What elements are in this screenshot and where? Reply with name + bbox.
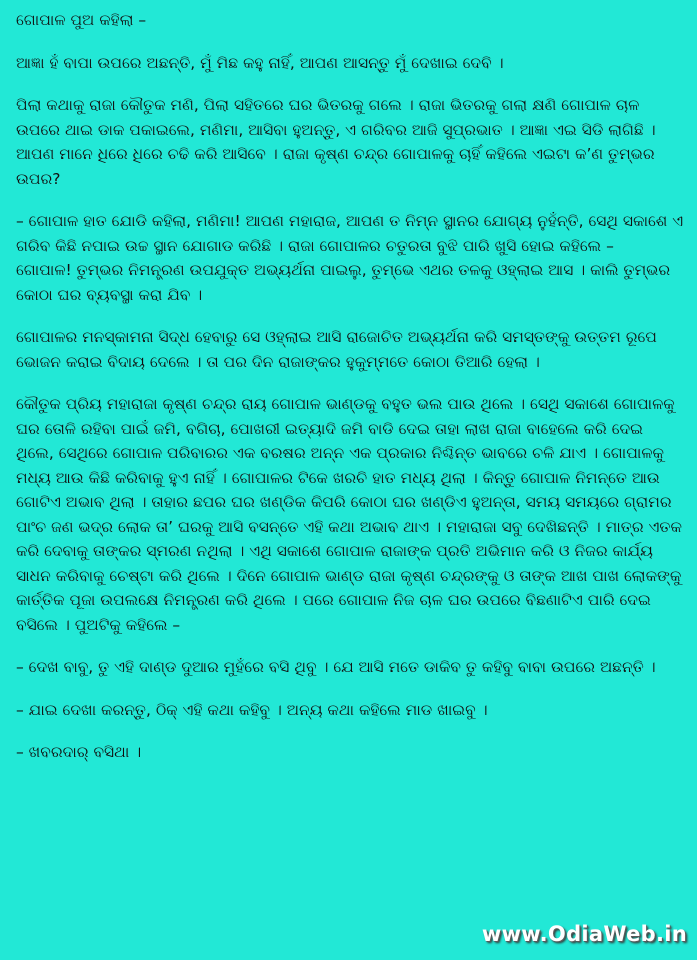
- paragraph-gap: [16, 75, 684, 93]
- paragraph-king-enters: ପିଲା କଥାକୁ ରାଜା କୌତୁକ ମଣି, ପିଲା ସହିତରେ ଘର ଭିତରକୁ ଗଲେ । ରାଜା ଭିତରକୁ ଗଲା କ୍ଷଣି ଗୋପାଳ ଚାଳ ଉପରେ ଥାଇ ଡାକ ପକାଇଲେ, ମଣିମା, ଆସିବା ହୁଅନ୍ତୁ, ଏ ଗରିବର ଆଜି ସୁପ୍ରଭାତ । ଆଜ୍ଞା ଏଇ ସିଡି ଲାଗିଛି । ଆପଣ ମାନେ ଧିରେ ଧିରେ ଚଢି କରି ଆସିବେ । ରାଜା କୃଷ୍ଣ ଚନ୍ଦ୍ର ଗୋପାଳକୁ ଚାହିଁ କହିଲେ ଏଇଟା କ’ଣ ତୁମ୍ଭର ଉପର?: [16, 96, 661, 188]
- paragraph-gap: [16, 722, 684, 740]
- site-watermark: www.OdiaWeb.in: [481, 922, 687, 946]
- paragraph-gap: [16, 191, 684, 209]
- paragraph-wish-fulfilled: ଗୋପାଳର ମନସ୍କାମନା ସିଦ୍ଧ ହେବାରୁ ସେ ଓହ୍ଲାଇ ଆସି ରାଜୋଚିତ ଅଭ୍ୟର୍ଥନା କରି ସମସ୍ତଙ୍କୁ ଉତ୍ତମ ରୂପେ ଭୋଜନ କରାଇ ବିଦାୟ ଦେଲେ । ତା ପର ଦିନ ରାଜାଙ୍କର ହୁକୁମ୍ମତେ କୋଠା ତିଆରି ହେଲା ।: [16, 328, 662, 371]
- paragraph-gap: [16, 637, 684, 655]
- paragraph-gap: [16, 680, 684, 698]
- paragraph-son-reply: ଆଜ୍ଞା ହଁ ବାପା ଉପରେ ଅଛନ୍ତି, ମୁଁ ମିଛ କହୁ ନାହିଁ, ଆପଣ ଆସନ୍ତୁ ମୁଁ ଦେଖାଇ ଦେବି ।: [16, 53, 504, 72]
- paragraph-instruction-three: – ଖବରଦାର୍ ବସିଥା ।: [16, 743, 142, 761]
- paragraph-story-background: କୌତୁକ ପ୍ରିୟ ମହାରାଜା କୃଷ୍ଣ ଚନ୍ଦ୍ର ରାୟ ଗୋପାଳ ଭାଣ୍ଡକୁ ବହୁତ ଭଲ ପାଉ ଥିଲେ । ସେଥି ସକାଶେ ଗୋପାଳକୁ ଘର ତୋଳି ରହିବା ପାଇଁ ଜମି, ବଗିଚା, ପୋଖରୀ ଇତ୍ୟାଦି ଜମି ବାଡି ଦେଇ ତାହା ଲାଖ ରାଜା ବାହେଲେ କରି ଦେଇ ଥିଲେ, ସେଥିରେ ଗୋପାଳ ପରିବାରର ଏକ ବରଷର ଅନ୍ନ ଏକ ପ୍ରକାର ନିଶ୍ଚିନ୍ତ ଭାବରେ ଚଳି ଯାଏ । ଗୋପାଳକୁ ମଧ୍ୟ ଆଉ କିଛି କରିବାକୁ ହୁଏ ନାହିଁ । ଗୋପାଳର ଟିକେ ଖରଚି ହାତ ମଧ୍ୟ ଥିଲା । କିନ୍ତୁ ଗୋପାଳ ନିମନ୍ତେ ଆଉ ଗୋଟିଏ ଅଭାବ ଥିଲା । ତାହାର ଛପର ଘର ଖଣ୍ଡିକ କିପରି କୋଠା ଘର ଖଣ୍ଡିଏ ହୁଅନ୍ତା, ସମୟ ସମୟରେ ଗ୍ରାମର ପାଂଚ ଜଣ ଭଦ୍ର ଲୋକ ତା’ ଘରକୁ ଆସି ବସନ୍ତେ ଏହି କଥା ଅଭାବ ଥାଏ । ମହାରାଜା ସବୁ ଦେଖିଛନ୍ତି । ମାତ୍ର ଏତକ କରି ଦେବାକୁ ତାଙ୍କର ସ୍ମରଣ ନଥିଲା । ଏଥି ସକାଶେ ଗୋପାଳ ରାଜାଙ୍କ ପ୍ରତି ଅଭିମାନ କରି ଓ ନିଜର କାର୍ଯ୍ୟ ସାଧନ କରିବାକୁ ଚେଷ୍ଟା କରି ଥିଲେ । ଦିନେ ଗୋପାଳ ଭାଣ୍ଡ ରାଜା କୃଷ୍ଣ ଚନ୍ଦ୍ରଙ୍କୁ ଓ ତାଙ୍କ ଆଖ ପାଖ ଲୋକଙ୍କୁ କାର୍ତ୍ତିକ ପୂଜା ଉପଲକ୍ଷେ ନିମନ୍ତ୍ରଣ କରି ଥିଲେ । ପରେ ଗୋପାଳ ନିଜ ଚାଳ ଘର ଉପରେ ବିଛଣାଟିଏ ପାରି ଦେଇ ବସିଲେ । ପୁଅଟିକୁ କହିଲେ –: [16, 395, 687, 634]
- paragraph-instruction-one: – ଦେଖ ବାବୁ, ତୁ ଏହି ଦାଣ୍ଡ ଦୁଆର ମୁହଁରେ ବସି ଥିବୁ । ଯେ ଆସି ମତେ ଡାକିବ ତୁ କହିବୁ ବାବା ଉପରେ ଅଛନ୍ତି ।: [16, 658, 656, 676]
- paragraph-gap: [16, 33, 684, 51]
- paragraph-gap: [16, 307, 684, 325]
- document-page: [16, 8, 687, 948]
- paragraph-gopal-reply: – ଗୋପାଳ ହାତ ଯୋଡି କହିଲା, ମଣିମା! ଆପଣ ମହାରାଜ, ଆପଣ ତ ନିମ୍ନ ସ୍ଥାନର ଯୋଗ୍ୟ ନୁହଁନ୍ତି, ସେଥି ସକାଶେ ଏ ଗରିବ କିଛି ନପାଇ ଉଚ୍ଚ ସ୍ଥାନ ଯୋଗାଡ କରିଛି । ରାଜା ଗୋପାଳର ଚତୁରତା ବୁଝି ପାରି ଖୁସି ହୋଇ କହିଲେ – ଗୋପାଳ! ତୁମ୍ଭର ନିମନ୍ତ୍ରଣ ଉପଯୁକ୍ତ ଅଭ୍ୟର୍ଥନା ପାଇଲୁ, ତୁମ୍ଭେ ଏଥର ତଳକୁ ଓହ୍ଲାଇ ଆସ । କାଲି ତୁମ୍ଭର କୋଠା ଘର ବ୍ୟବସ୍ଥା କରା ଯିବ ।: [16, 212, 684, 304]
- paragraph-instruction-two: – ଯାଇ ଦେଖା କରନ୍ତୁ, ଠିକ୍ ଏହି କଥା କହିବୁ । ଅନ୍ୟ କଥା କହିଲେ ମାଡ ଖାଇବୁ ।: [16, 700, 488, 719]
- paragraph-gap: [16, 374, 684, 392]
- paragraph-intro: ଗୋପାଳ ପୁଅ କହିଲା –: [16, 11, 147, 29]
